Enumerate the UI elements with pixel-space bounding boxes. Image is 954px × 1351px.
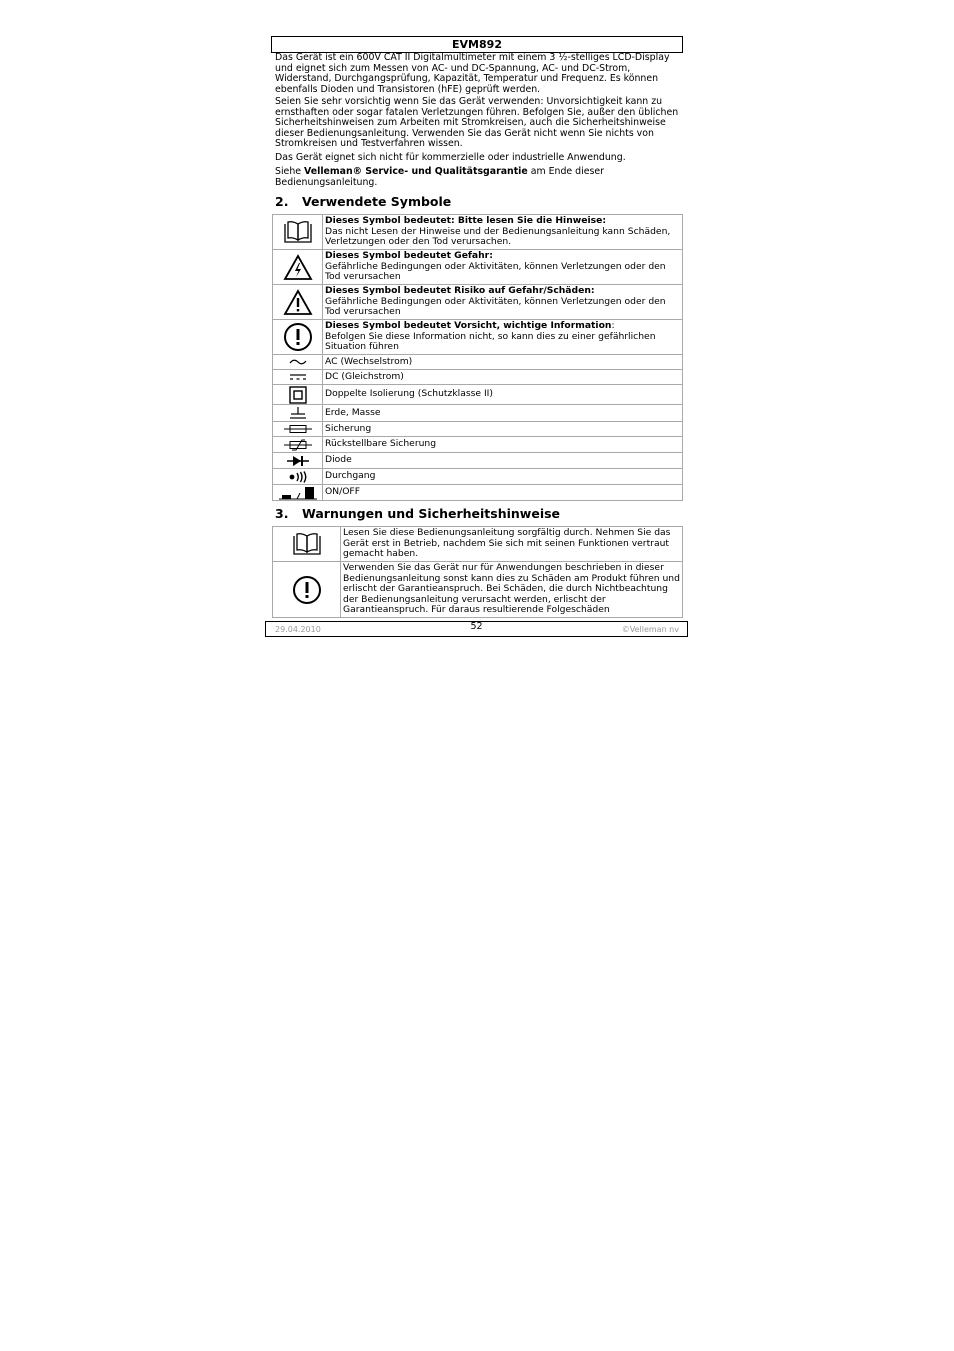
symbol-row bbox=[273, 485, 683, 501]
double-insulation-icon bbox=[288, 386, 308, 404]
section-2-number: 2. bbox=[275, 194, 289, 209]
section-3-title: Warnungen und Sicherheitshinweise bbox=[302, 506, 561, 521]
symbol-row bbox=[273, 469, 683, 485]
section-3-heading bbox=[275, 506, 560, 521]
diode-icon bbox=[286, 455, 310, 467]
document-title: EVM892 bbox=[271, 36, 683, 53]
symbols-table bbox=[272, 214, 683, 501]
symbol-row bbox=[273, 285, 683, 320]
symbol-row bbox=[273, 250, 683, 285]
symbol-row bbox=[273, 405, 683, 422]
page-number: 52 bbox=[470, 621, 483, 632]
symbol-row bbox=[273, 437, 683, 453]
symbol-description: ON/OFF bbox=[323, 485, 683, 501]
footer-copyright: ©Velleman nv bbox=[621, 625, 679, 634]
intro-paragraph-2: Seien Sie sehr vorsichtig wenn Sie das Gerät verwenden: Unvorsichtigkeit kann zu ernsthaften oder sogar fatalen Verletzungen führen. Befolgen Sie, außer den üblichen Sicherheitshinweisen zum Arbeiten mit Stromkreisen, auch die Sicherheitshinweise dieser Bedienungsanleitung. Verwenden Sie das Gerät nicht wenn Sie nichts von Stromkreisen und Testverfahren wissen. bbox=[275, 96, 679, 150]
exclamation-circle-icon bbox=[283, 322, 313, 352]
symbol-title: Dieses Symbol bedeutet: Bitte lesen Sie die Hinweise: bbox=[325, 215, 606, 227]
symbol-description: Doppelte Isolierung (Schutzklasse II) bbox=[323, 385, 683, 405]
warning-row bbox=[273, 562, 683, 618]
dc-icon bbox=[288, 372, 308, 382]
ac-icon bbox=[288, 357, 308, 367]
warning-triangle-icon bbox=[283, 289, 313, 316]
symbol-description: Diode bbox=[323, 453, 683, 469]
symbol-description: Befolgen Sie diese Information nicht, so kann dies zu einer gefährlichen Situation führen bbox=[325, 330, 656, 353]
symbol-row bbox=[273, 453, 683, 469]
symbol-description: Gefährliche Bedingungen oder Aktivitäten, können Verletzungen oder den Tod verursachen bbox=[325, 295, 666, 318]
fuse-icon bbox=[283, 424, 313, 434]
symbol-title: Dieses Symbol bedeutet Gefahr: bbox=[325, 250, 493, 262]
symbol-row bbox=[273, 215, 683, 250]
intro-p4-prefix: Siehe bbox=[275, 166, 305, 177]
symbol-description: Rückstellbare Sicherung bbox=[323, 437, 683, 453]
section-2-title: Verwendete Symbole bbox=[302, 194, 452, 209]
footer-date: 29.04.2010 bbox=[275, 625, 321, 634]
exclamation-circle-icon bbox=[292, 575, 322, 605]
symbol-row bbox=[273, 370, 683, 385]
intro-paragraph-4 bbox=[275, 167, 680, 188]
high-voltage-warning-icon bbox=[283, 254, 313, 281]
symbol-row bbox=[273, 385, 683, 405]
page-footer bbox=[265, 621, 688, 637]
warning-row bbox=[273, 527, 683, 562]
symbol-row: Dieses Symbol bedeutet Vorsicht, wichtige Information: Befolgen Sie diese Information nicht, so kann dies zu einer gefährlichen Situation führen bbox=[273, 320, 683, 355]
intro-paragraph-3: Das Gerät eignet sich nicht für kommerzielle oder industrielle Anwendung. bbox=[275, 152, 626, 163]
symbol-description: Das nicht Lesen der Hinweise und der Bedienungsanleitung kann Schäden, Verletzungen oder den Tod verursachen. bbox=[325, 225, 671, 248]
ground-icon bbox=[288, 406, 308, 420]
symbol-title: Dieses Symbol bedeutet Risiko auf Gefahr/Schäden: bbox=[325, 285, 595, 297]
section-2-heading bbox=[275, 194, 451, 209]
warning-text: Verwenden Sie das Gerät nur für Anwendungen beschrieben in dieser Bedienungsanleitung sonst kann dies zu Schäden am Produkt führen und erlischt der Garantieanspruch. Bei Schäden, die durch Nichtbeachtung der Bedienungsanleitung verursacht werden, erlischt der Garantieanspruch. Für daraus resultierende Folgeschäden bbox=[341, 562, 683, 618]
symbol-description: Erde, Masse bbox=[323, 405, 683, 422]
intro-paragraph-1: Das Gerät ist ein 600V CAT II Digitalmultimeter mit einem 3 ½-stelliges LCD-Display und eignet sich zum Messen von AC- und DC-Spannung, AC- und DC-Strom, Widerstand, Durchgangsprüfung, Kapazität, Temperatur und Frequenz. Es können ebenfalls Dioden und Transistoren (hFE) geprüft werden. bbox=[275, 52, 670, 95]
symbol-row bbox=[273, 422, 683, 437]
section-3-number: 3. bbox=[275, 506, 289, 521]
symbol-description: AC (Wechselstrom) bbox=[323, 355, 683, 370]
warnings-table bbox=[272, 526, 683, 618]
symbol-description: Durchgang bbox=[323, 469, 683, 485]
on-off-icon bbox=[278, 486, 318, 500]
symbol-description: Sicherung bbox=[323, 422, 683, 437]
symbol-row bbox=[273, 355, 683, 370]
symbol-title: Dieses Symbol bedeutet Vorsicht, wichtige Information bbox=[325, 320, 612, 332]
continuity-icon bbox=[287, 471, 309, 483]
symbol-description: Gefährliche Bedingungen oder Aktivitäten, können Verletzungen oder den Tod verursachen bbox=[325, 260, 666, 283]
warranty-reference: Velleman® Service- und Qualitätsgarantie bbox=[304, 166, 528, 177]
intro-p4-suffix: am Ende dieser Bedienungsanleitung. bbox=[275, 166, 604, 188]
book-icon bbox=[283, 220, 313, 244]
symbol-description: DC (Gleichstrom) bbox=[323, 370, 683, 385]
warning-text: Lesen Sie diese Bedienungsanleitung sorgfältig durch. Nehmen Sie das Gerät erst in Betrieb, nachdem Sie sich mit seinen Funktionen vertraut gemacht haben. bbox=[341, 527, 683, 562]
resettable-fuse-icon bbox=[283, 439, 313, 451]
book-icon bbox=[292, 532, 322, 556]
